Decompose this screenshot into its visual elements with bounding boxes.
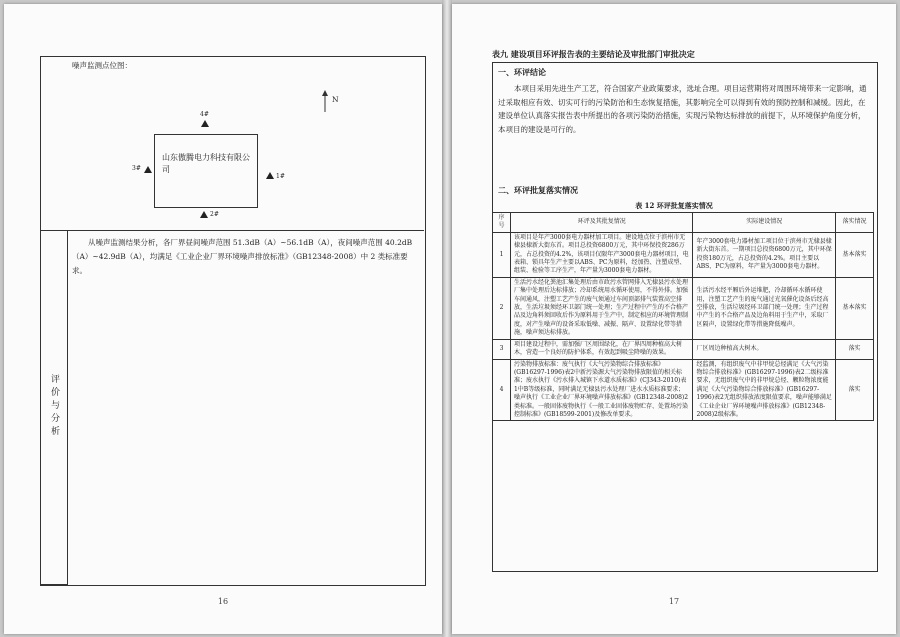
north-label: N (332, 95, 339, 104)
left-map-cell-divider (40, 230, 424, 231)
header-requirement: 环评及其批复情况 (510, 213, 692, 233)
row-actual: 厂区周边种植高大树木。 (693, 339, 836, 359)
section-2-heading: 二、环评批复落实情况 (498, 185, 578, 195)
monitor-point-4-icon (201, 120, 209, 127)
row-requirement: 项目建设过程中，需加强厂区周围绿化，在厂界四周种植高大树木，营造一个良好的防护体系，有效起到吸尘降噪的效果。 (510, 339, 692, 359)
row-status: 基本落实 (836, 232, 874, 277)
monitor-point-2-icon (200, 211, 208, 218)
monitor-point-3-label: 3# (132, 165, 141, 172)
row-status: 落实 (836, 339, 874, 359)
row-requirement: 生活污水经化粪池汇集处理后由市政污水管网排入无棣县污水处理厂集中处理后达标排放；冷却系统用水循环使用，不得外排。加强车间通风，注塑工艺产生的废气须通过车间顶部排气装置高空排放，生活垃圾须经环卫部门统一处理；生产过程中产生的不合格产品及边角料须回收后作为原料用于生产中，制定相应的环境管理制度，对产生噪声的设备采取低噪、减振、隔声、设置绿化带等措施，噪声须达标排放。 (510, 277, 692, 339)
row-no: 2 (493, 277, 511, 339)
table-row (493, 277, 874, 339)
row-actual: 年产3000套电力器材加工项目位于滨州市无棣县棣新大街东首。一期项目总投资6800万元，其中环保投资180万元，占总投资的4.2%。项目主要以ABS、PC为原料，年产量为3000套电力器材。 (693, 232, 836, 277)
north-arrow-icon (320, 90, 330, 112)
table-header-row (493, 213, 874, 233)
row-actual: 经监测，有组织废气中非甲烷总烃满足《大气污染物综合排放标准》(GB16297-1996)表2二级标准要求，无组织废气中的非甲烷总烃、颗粒物浓度能满足《大气污染物综合排放标准》(GB16297-1996)表2无组织排放浓度限值要求，噪声能够满足《工业企业厂界环境噪声排放标准》(GB12348-2008)2级标准。 (693, 359, 836, 421)
seal-stamp-edge (878, 164, 892, 464)
table-row (493, 232, 874, 277)
row-actual: 生活污水经平厢后外运堆肥，冷却循环水循环使用，注塑工艺产生的废气通过光氧催化设备后经高空排放，生活垃圾经环卫部门统一处理；生产过程中产生的不合格产品及边角料用于生产中，采取厂区隔声，设置绿化带等措施降低噪声。 (693, 277, 836, 339)
monitor-point-4-label: 4# (200, 111, 209, 118)
section-label: 评价与分析 (49, 374, 59, 439)
right-page-number: 17 (668, 597, 680, 606)
left-page (4, 4, 442, 634)
row-no: 1 (493, 232, 511, 277)
noise-conclusion-text: 从噪声监测结果分析，各厂界昼间噪声范围 51.3dB（A）~56.1dB（A），夜间噪声范围 40.2dB（A）~42.9dB（A），均满足《工业企业厂界环境噪声排放标准》（GB12348-2008）中 2 类标准要求。 (72, 238, 413, 275)
book-spine (442, 0, 452, 637)
row-requirement: 该项目是年产3000套电力器材加工项目。建设地点位于滨州市无棣县棣新大街东首。项目总投资6800万元，其中环保投资286万元，占总投资的4.2%，该项目仅限年产3000套电力器材项目，电表箱、锁具年生产主要以ABS、PC为原料，经加热、注塑成型、组装、检验等工序生产，年产量为3000套电力器材。 (510, 232, 692, 277)
section-1-text: 本项目采用先进生产工艺，符合国家产业政策要求，选址合理。项目运营期将对周围环境带来一定影响，通过采取相应有效、切实可行的污染防治和生态恢复措施，其影响完全可以得到有效的预防控制和减缓。因此，在建设单位认真落实报告表中所提出的各项污染防治措施，实现污染物达标排放的前提下，从环境保护角度分析，本项目的建设是可行的。 (498, 84, 867, 134)
approval-table (492, 212, 874, 421)
monitor-point-3-icon (144, 166, 152, 173)
monitor-point-1-icon (266, 172, 274, 179)
row-status: 基本落实 (836, 277, 874, 339)
monitor-point-1-label: 1# (276, 173, 285, 180)
table-row (493, 339, 874, 359)
row-requirement: 污染物排放标准：废气执行《大气污染物综合排放标准》(GB16297-1996)表2中新污染源大气污染物排放限值的相关标准；废水执行《污水排入城镇下水道水质标准》(CJ343-2010)表1中B等级标准，同时满足无棣县污水处理厂进水水质标准要求；噪声执行《工业企业厂界环境噪声排放标准》(GB12348-2008)2类标准。一般固体废物执行《一般工业固体废物贮存、处置场污染控制标准》(GB18599-2001)及修改单要求。 (510, 359, 692, 421)
header-status: 落实情况 (836, 213, 874, 233)
map-title: 噪声监测点位图： (72, 61, 132, 70)
table-caption: 表 12 环评批复落实情况 (635, 201, 713, 210)
row-no: 3 (493, 339, 511, 359)
left-page-number: 16 (217, 597, 229, 606)
monitor-point-2-label: 2# (210, 211, 219, 218)
right-page (452, 4, 896, 634)
header-no: 序号 (493, 213, 511, 233)
row-no: 4 (493, 359, 511, 421)
right-page-title: 表九 建设项目环评报告表的主要结论及审批部门审批决定 (492, 49, 695, 59)
section-1-heading: 一、环评结论 (498, 67, 546, 77)
company-name: 山东傲腾电力科技有限公司 (162, 153, 250, 174)
table-row (493, 359, 874, 421)
row-status: 落实 (836, 359, 874, 421)
header-actual: 实际建设情况 (693, 213, 836, 233)
